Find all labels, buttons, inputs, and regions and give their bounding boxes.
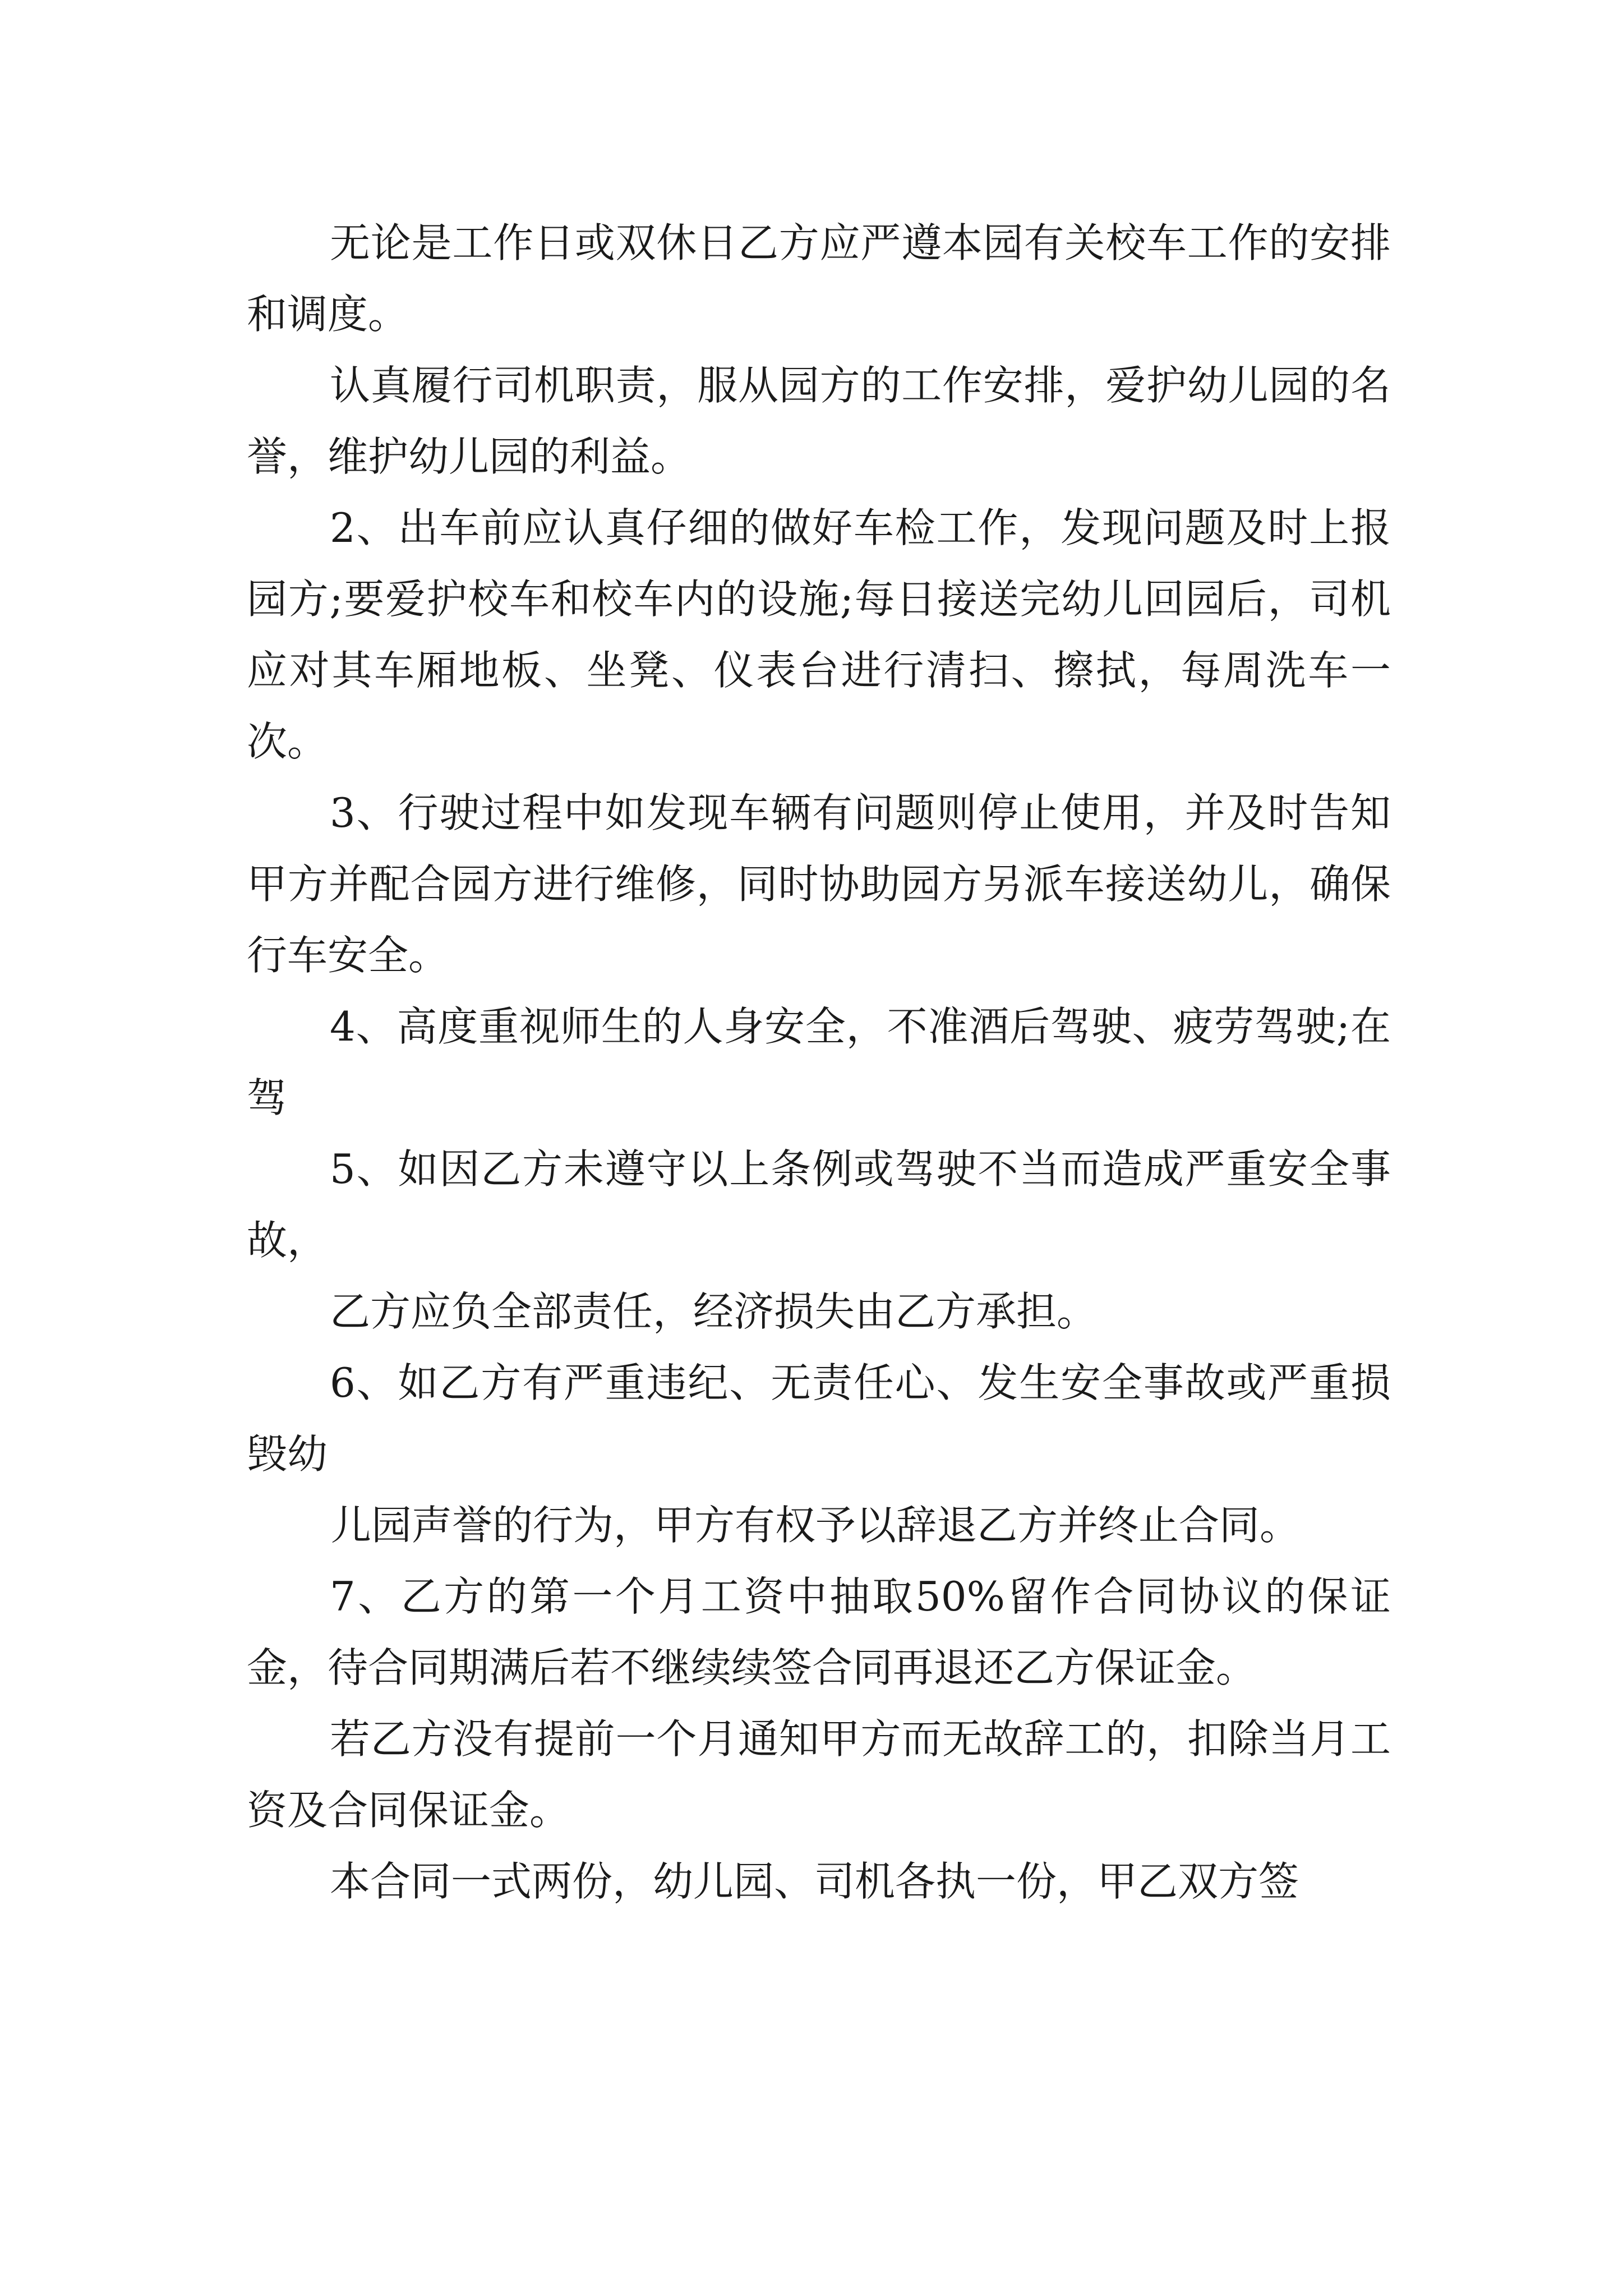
paragraph-6: 5、如因乙方未遵守以上条例或驾驶不当而造成严重安全事故， [247, 1145, 1391, 1264]
paragraph-7: 乙方应负全部责任，经济损失由乙方承担。 [330, 1288, 1098, 1335]
paragraph-4: 3、行驶过程中如发现车辆有问题则停止使用，并及时告知甲方并配合园方进行维修，同时协助园方另派车接送幼儿，确保行车安全。 [247, 789, 1391, 979]
paragraph-9: 儿园声誉的行为，甲方有权予以辞退乙方并终止合同。 [331, 1502, 1301, 1549]
paragraph-8: 6、如乙方有严重违纪、无责任心、发生安全事故或严重损毁幼 [247, 1359, 1391, 1478]
paragraph-3: 2、出车前应认真仔细的做好车检工作，发现问题及时上报园方;要爱护校车和校车内的设施;每日接送完幼儿回园后，司机应对其车厢地板、坐凳、仪表台进行清扫、擦拭，每周洗车一次。 [247, 504, 1391, 765]
paragraph-12: 本合同一式两份，幼儿园、司机各执一份，甲乙双方签 [330, 1858, 1299, 1905]
paragraph-1: 无论是工作日或双休日乙方应严遵本园有关校车工作的安排和调度。 [247, 219, 1391, 338]
paragraph-5: 4、高度重视师生的人身安全，不准酒后驾驶、疲劳驾驶;在驾 [247, 1003, 1391, 1121]
paragraph-11: 若乙方没有提前一个月通知甲方而无故辞工的，扣除当月工资及合同保证金。 [247, 1715, 1391, 1834]
paragraph-10: 7、乙方的第一个月工资中抽取50%留作合同协议的保证金，待合同期满后若不继续续签合同再退还乙方保证金。 [247, 1573, 1391, 1691]
paragraph-2: 认真履行司机职责，服从园方的工作安排，爱护幼儿园的名誉，维护幼儿园的利益。 [247, 362, 1391, 480]
